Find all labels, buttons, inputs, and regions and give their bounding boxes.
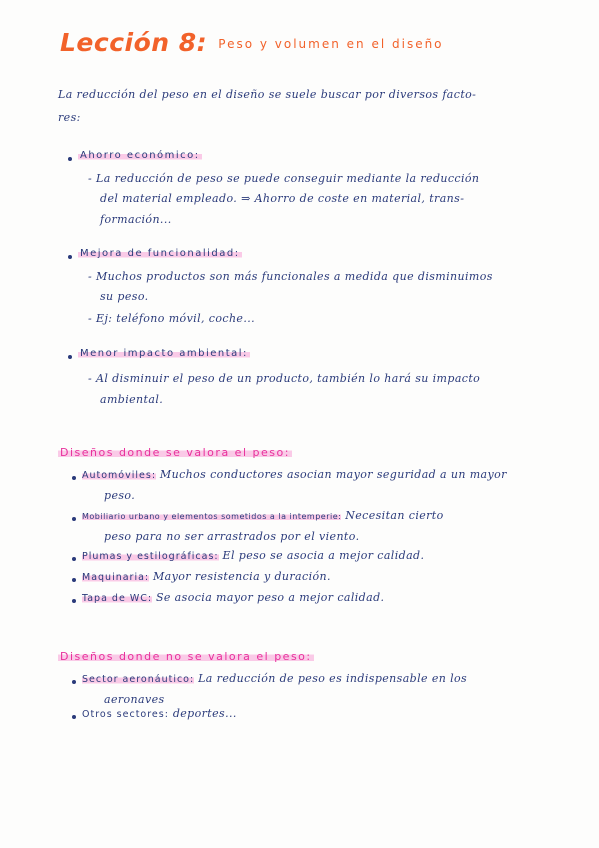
bullet	[72, 599, 76, 603]
list-item: Automóviles: Muchos conductores asocian mayor seguridad a un mayor	[82, 468, 507, 481]
advantage-text: ambiental.	[100, 393, 164, 406]
advantage-heading-economic: Ahorro económico:	[80, 150, 200, 161]
list-item-continuation: peso para no ser arrastrados por el viento.	[104, 530, 360, 543]
list-item: Plumas y estilográficas: El peso se asocia a mejor calidad.	[82, 549, 425, 562]
lesson-subtitle: Peso y volumen en el diseño	[218, 37, 444, 51]
bullet	[68, 157, 72, 161]
list-item-continuation: aeronaves	[104, 693, 165, 706]
advantage-text: del material empleado. ⇒ Ahorro de coste en material, trans-	[100, 192, 465, 205]
advantage-text: su peso.	[100, 290, 149, 303]
advantage-text: - Muchos productos son más funcionales a medida que disminuimos	[88, 270, 493, 283]
advantage-heading-environment: Menor impacto ambiental:	[80, 348, 248, 359]
list-item: Maquinaria: Mayor resistencia y duración.	[82, 570, 331, 583]
lesson-number: Lección 8:	[60, 28, 208, 57]
bullet	[72, 578, 76, 582]
bullet	[72, 517, 76, 521]
list-item: Mobiliario urbano y elementos sometidos a la intemperie: Necesitan cierto	[82, 509, 444, 522]
bullet	[68, 355, 72, 359]
bullet	[72, 715, 76, 719]
list-item: Otros sectores: deportes...	[82, 707, 237, 720]
bullet	[72, 557, 76, 561]
section-title-weight-valued: Diseños donde se valora el peso:	[60, 446, 290, 459]
list-item: Sector aeronáutico: La reducción de peso es indispensable en los	[82, 672, 468, 685]
intro-line-2: res:	[58, 111, 81, 124]
advantage-text: - Ej: teléfono móvil, coche...	[88, 312, 256, 325]
bullet	[68, 255, 72, 259]
advantage-text: formación...	[100, 213, 172, 226]
advantage-text: - La reducción de peso se puede conseguir mediante la reducción	[88, 172, 480, 185]
list-item-continuation: peso.	[104, 489, 136, 502]
page-title	[60, 28, 444, 57]
bullet	[72, 476, 76, 480]
bullet	[72, 680, 76, 684]
advantage-text: - Al disminuir el peso de un producto, también lo hará su impacto	[88, 372, 481, 385]
section-title-weight-not-valued: Diseños donde no se valora el peso:	[60, 650, 312, 663]
advantage-heading-functionality: Mejora de funcionalidad:	[80, 248, 240, 259]
intro-line-1: La reducción del peso en el diseño se suele buscar por diversos facto-	[58, 88, 477, 101]
list-item: Tapa de WC: Se asocia mayor peso a mejor calidad.	[82, 591, 385, 604]
